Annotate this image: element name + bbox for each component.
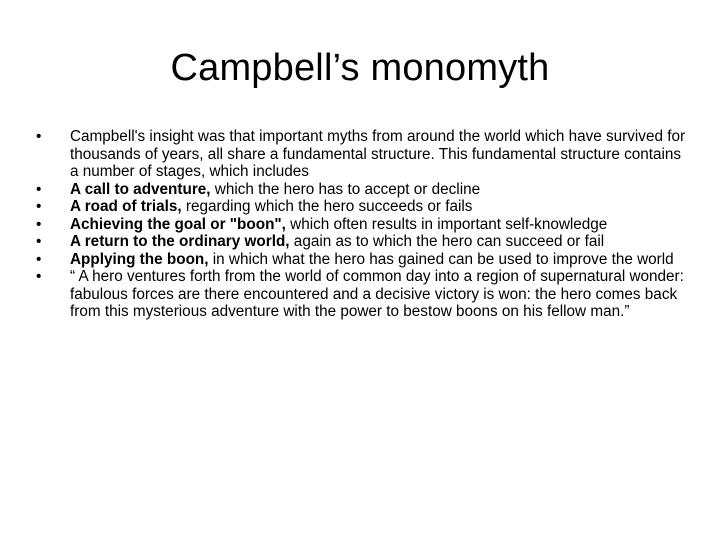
bullet-icon: •: [36, 180, 42, 198]
bullet-text: which often results in important self-knowledge: [285, 215, 608, 233]
bullet-bold-text: A road of trials,: [70, 198, 182, 215]
bullet-bold-text: Applying the boon,: [70, 250, 209, 268]
bullet-icon: •: [36, 233, 42, 250]
bullet-text: regarding which the hero succeeds or fails: [181, 198, 473, 215]
bullet-bold-text: A call to adventure,: [70, 180, 211, 198]
bullet-bold-text: A return to the ordinary world,: [70, 233, 290, 250]
bullet-item-achieving-goal: [36, 216, 688, 234]
bullet-bold-text: Achieving the goal or "boon",: [70, 215, 286, 233]
bullet-item-applying-boon: [36, 251, 688, 269]
bullet-text: which the hero has to accept or decline: [210, 180, 481, 198]
bullet-item-insight: [36, 128, 688, 181]
bullet-icon: •: [36, 198, 42, 215]
bullet-item-road-of-trials: [36, 198, 688, 216]
bullet-text: in which what the hero has gained can be used to improve the world: [208, 250, 674, 268]
bullet-icon: •: [36, 128, 42, 145]
bullet-item-call-to-adventure: [36, 181, 688, 199]
bullet-text: Campbell's insight was that important myths from around the world which have survived for thousands of years, all share a fundamental structure. This fundamental structure contains a number of stages, which includes: [70, 128, 686, 180]
bullet-item-quote: [36, 268, 688, 321]
bullet-icon: •: [36, 215, 42, 233]
bullet-list: [36, 128, 688, 321]
bullet-text: “ A hero ventures forth from the world of common day into a region of supernatural wonder: fabulous forces are there encountered and a decisive victory is won: the hero comes back from this mysterious adventure with the power to bestow boons on his fellow man.”: [70, 268, 684, 320]
bullet-text: again as to which the hero can succeed or fail: [289, 233, 605, 250]
bullet-item-return: [36, 233, 688, 251]
bullet-icon: •: [36, 268, 42, 285]
slide-title: Campbell’s monomyth: [170, 47, 550, 89]
bullet-icon: •: [36, 250, 42, 268]
